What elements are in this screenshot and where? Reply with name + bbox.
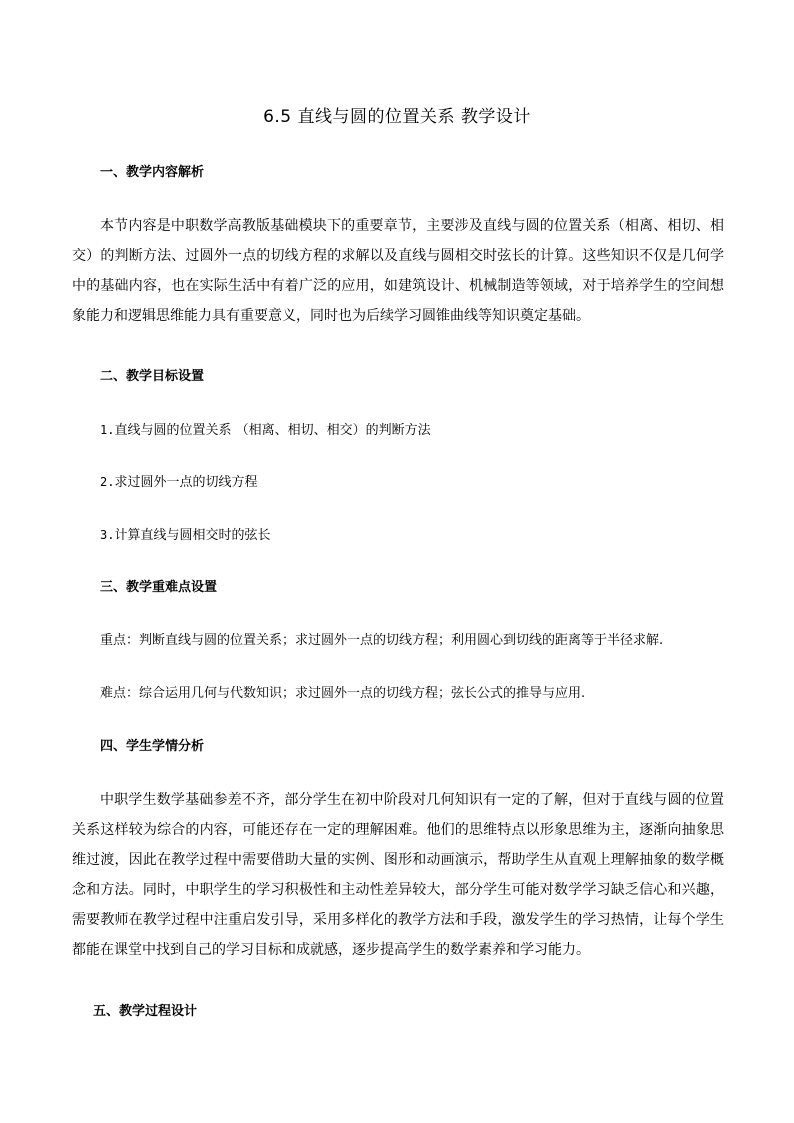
- section-paragraph-learner-analysis: 中职学生数学基础参差不齐，部分学生在初中阶段对几何知识有一定的了解，但对于直线与圆的位置关系这样较为综合的内容，可能还存在一定的理解困难。他们的思维特点以形象思维为主，逐渐向抽象思维过渡，因此在教学过程中需要借助大量的实例、图形和动画演示，帮助学生从直观上理解抽象的数学概念和方法。同时，中职学生的学习积极性和主动性差异较大，部分学生可能对数学学习缺乏信心和兴趣，需要教师在教学过程中注重启发引导，采用多样化的教学方法和手段，激发学生的学习热情，让每个学生都能在课堂中找到自己的学习目标和成就感，逐步提高学生的数学素养和学习能力。: [72, 792, 724, 958]
- key-point-text: 重点：判断直线与圆的位置关系；求过圆外一点的切线方程；利用圆心到切线的距离等于半径求解.: [100, 633, 664, 648]
- document-title: 6.5 直线与圆的位置关系 教学设计: [263, 107, 531, 127]
- difficult-point-text: 难点：综合运用几何与代数知识；求过圆外一点的切线方程；弦长公式的推导与应用.: [100, 686, 586, 701]
- objective-text: 计算直线与圆相交时的弦长: [114, 528, 271, 543]
- objective-text: 求过圆外一点的切线方程: [114, 475, 258, 490]
- objective-item: [100, 525, 270, 546]
- section-heading-objectives: 二、教学目标设置: [100, 369, 205, 384]
- section-heading-learner-analysis: 四、学生学情分析: [100, 739, 205, 754]
- objective-item: [100, 420, 431, 441]
- section-heading-process-design: 五、教学过程设计: [93, 1004, 198, 1019]
- section-heading-key-points: 三、教学重难点设置: [100, 580, 218, 595]
- section-paragraph-content-analysis: 本节内容是中职数学高教版基础模块下的重要章节，主要涉及直线与圆的位置关系（相离、相切、相交）的判断方法、过圆外一点的切线方程的求解以及直线与圆相交时弦长的计算。这些知识不仅是几何学中的基础内容，也在实际生活中有着广泛的应用，如建筑设计、机械制造等领域，对于培养学生的空间想象能力和逻辑思维能力具有重要意义，同时也为后续学习圆锥曲线等知识奠定基础。: [72, 218, 724, 324]
- objective-item: [100, 472, 257, 493]
- objective-number: 2.: [100, 475, 115, 489]
- objective-number: 3.: [100, 528, 115, 542]
- objective-number: 1.: [100, 423, 115, 437]
- section-heading-content-analysis: 一、教学内容解析: [100, 165, 205, 180]
- objective-text: 直线与圆的位置关系 （相离、相切、相交）的判断方法: [114, 423, 431, 438]
